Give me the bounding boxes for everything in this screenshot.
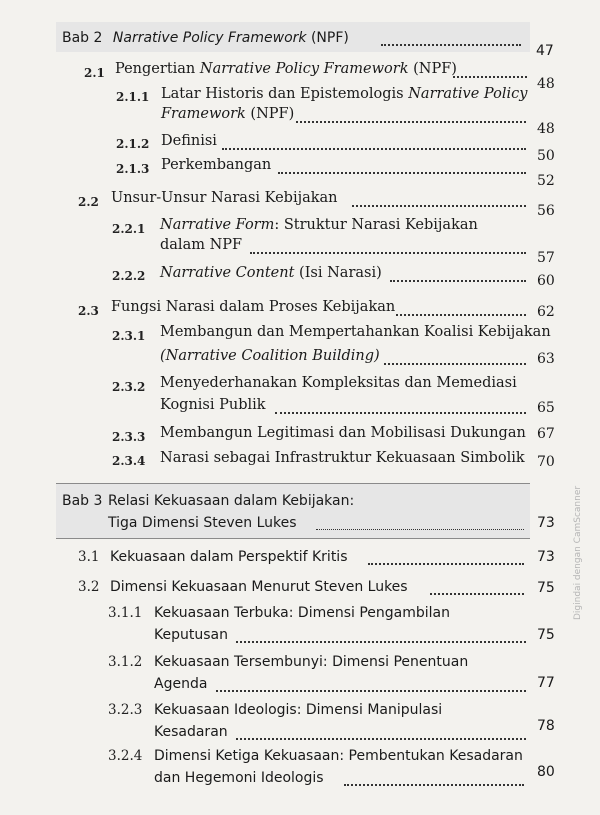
entry-page: 56 [537, 203, 555, 219]
entry-number: 2.1.2 [116, 137, 150, 151]
entry-page: 48 [537, 121, 555, 137]
entry-text: Pengertian [115, 61, 200, 77]
leader-dots [453, 66, 527, 78]
entry-page: 70 [537, 454, 555, 470]
entry-text: Latar Historis dan Epistemologis [161, 86, 409, 102]
chapter-2-heading [62, 29, 349, 47]
entry-number: 3.1.2 [108, 654, 143, 670]
entry-3-1-1-title-line2: Keputusan [154, 627, 228, 643]
entry-text: (Isi Narasi) [294, 265, 382, 281]
entry-2-1-3-title: Perkembangan [161, 157, 272, 173]
entry-text: (NPF) [245, 106, 295, 122]
leader-dots [222, 138, 526, 150]
entry-number: 2.3.1 [112, 329, 146, 343]
scanner-watermark: Digindai dengan CamScanner [573, 485, 583, 620]
entry-2-1-2-title: Definisi [161, 133, 217, 149]
leader-dots [250, 242, 526, 254]
entry-page: 73 [537, 549, 555, 565]
entry-page: 78 [537, 718, 555, 734]
entry-2-1-1-title-line1 [161, 85, 527, 103]
chapter-2-page: 47 [536, 43, 554, 59]
leader-dots [216, 680, 526, 692]
leader-dots [278, 162, 526, 174]
chapter-3-label: Bab 3 [62, 493, 103, 509]
entry-3-1-2-title-line1: Kekuasaan Tersembunyi: Dimensi Penentuan [154, 654, 469, 670]
entry-text: : Struktur Narasi Kebijakan [274, 217, 478, 233]
chapter-2-label: Bab 2 [62, 30, 103, 46]
chapter-3-page: 73 [537, 515, 555, 531]
entry-2-1-1-title-line2 [161, 105, 294, 123]
entry-2-3-1-title-line2: (Narrative Coalition Building) [160, 348, 380, 364]
entry-page: 80 [537, 764, 555, 780]
leader-dots [344, 774, 524, 786]
leader-dots [316, 519, 524, 530]
entry-number: 2.3.2 [112, 380, 146, 394]
chapter-3-title-line2: Tiga Dimensi Steven Lukes [108, 515, 297, 531]
entry-number: 3.1.1 [108, 605, 143, 621]
entry-number: 2.3 [78, 304, 99, 318]
entry-3-1-1-title-line1: Kekuasaan Terbuka: Dimensi Pengambilan [154, 605, 450, 621]
entry-3-2-3-title-line2: Kesadaran [154, 724, 228, 740]
entry-number: 2.1.1 [116, 90, 150, 104]
entry-page: 57 [537, 250, 555, 266]
entry-number: 2.2.2 [112, 269, 146, 283]
entry-3-1-2-title-line2: Agenda [154, 676, 208, 692]
entry-3-1-title: Kekuasaan dalam Perspektif Kritis [110, 549, 348, 565]
entry-number: 2.1 [84, 66, 105, 80]
chapter-3-title-line1: Relasi Kekuasaan dalam Kebijakan: [108, 493, 355, 509]
leader-dots [368, 553, 524, 565]
entry-page: 48 [537, 76, 555, 92]
leader-dots [352, 195, 526, 207]
entry-2-3-3-title: Membangun Legitimasi dan Mobilisasi Dukungan [160, 425, 526, 441]
entry-2-2-1-title-line1 [160, 216, 478, 234]
chapter-2-title: Narrative Policy Framework [112, 30, 307, 46]
entry-2-3-2-title-line1: Menyederhanakan Kompleksitas dan Memediasi [160, 375, 517, 391]
entry-page: 75 [537, 580, 555, 596]
entry-text-italic: Narrative Policy Framework [199, 61, 409, 77]
entry-2-3-1-title-line1: Membangun dan Mempertahankan Koalisi Kebijakan [160, 324, 551, 340]
chapter-separator [56, 538, 530, 539]
entry-text-italic: Narrative Form [160, 217, 275, 233]
entry-2-2-2-title [160, 264, 382, 282]
entry-3-2-4-title-line2: dan Hegemoni Ideologis [154, 770, 324, 786]
entry-page: 62 [537, 304, 555, 320]
entry-page: 75 [537, 627, 555, 643]
entry-page: 63 [537, 351, 555, 367]
entry-page: 65 [537, 400, 555, 416]
entry-page: 52 [537, 173, 555, 189]
entry-number: 2.2 [78, 195, 99, 209]
entry-text-italic: Narrative Content [160, 265, 295, 281]
leader-dots [430, 583, 524, 595]
entry-page: 60 [537, 273, 555, 289]
entry-2-2-1-title-line2: dalam NPF [160, 237, 243, 253]
leader-dots [396, 304, 526, 316]
entry-text-italic: Framework [161, 106, 246, 122]
entry-3-2-4-title-line1: Dimensi Ketiga Kekuasaan: Pembentukan Kesadaran [154, 748, 523, 764]
entry-number: 3.2.3 [108, 702, 143, 718]
entry-number: 3.2 [78, 579, 100, 595]
leader-dots [236, 631, 526, 643]
entry-number: 2.3.4 [112, 454, 146, 468]
leader-dots [275, 402, 526, 414]
entry-number: 3.1 [78, 549, 100, 565]
entry-number: 2.2.1 [112, 222, 146, 236]
entry-3-2-3-title-line1: Kekuasaan Ideologis: Dimensi Manipulasi [154, 702, 443, 718]
leader-dots [381, 34, 521, 46]
entry-2-2-title: Unsur-Unsur Narasi Kebijakan [111, 190, 338, 206]
entry-2-3-4-title: Narasi sebagai Infrastruktur Kekuasaan Simbolik [160, 450, 525, 466]
entry-number: 2.1.3 [116, 162, 150, 176]
entry-page: 50 [537, 148, 555, 164]
entry-number: 3.2.4 [108, 748, 143, 764]
leader-dots [390, 270, 526, 282]
entry-2-1-title [115, 60, 457, 78]
entry-text: (NPF) [408, 61, 457, 77]
entry-page: 77 [537, 675, 555, 691]
entry-2-3-title: Fungsi Narasi dalam Proses Kebijakan [111, 299, 396, 315]
entry-2-3-2-title-line2: Kognisi Publik [160, 397, 266, 413]
leader-dots [384, 353, 526, 365]
entry-3-2-title: Dimensi Kekuasaan Menurut Steven Lukes [110, 579, 408, 595]
leader-dots [236, 728, 526, 740]
chapter-2-title-suffix: (NPF) [306, 30, 349, 46]
entry-text-italic: Narrative Policy [408, 86, 528, 102]
leader-dots [296, 111, 526, 123]
entry-page: 67 [537, 426, 555, 442]
entry-number: 2.3.3 [112, 430, 146, 444]
